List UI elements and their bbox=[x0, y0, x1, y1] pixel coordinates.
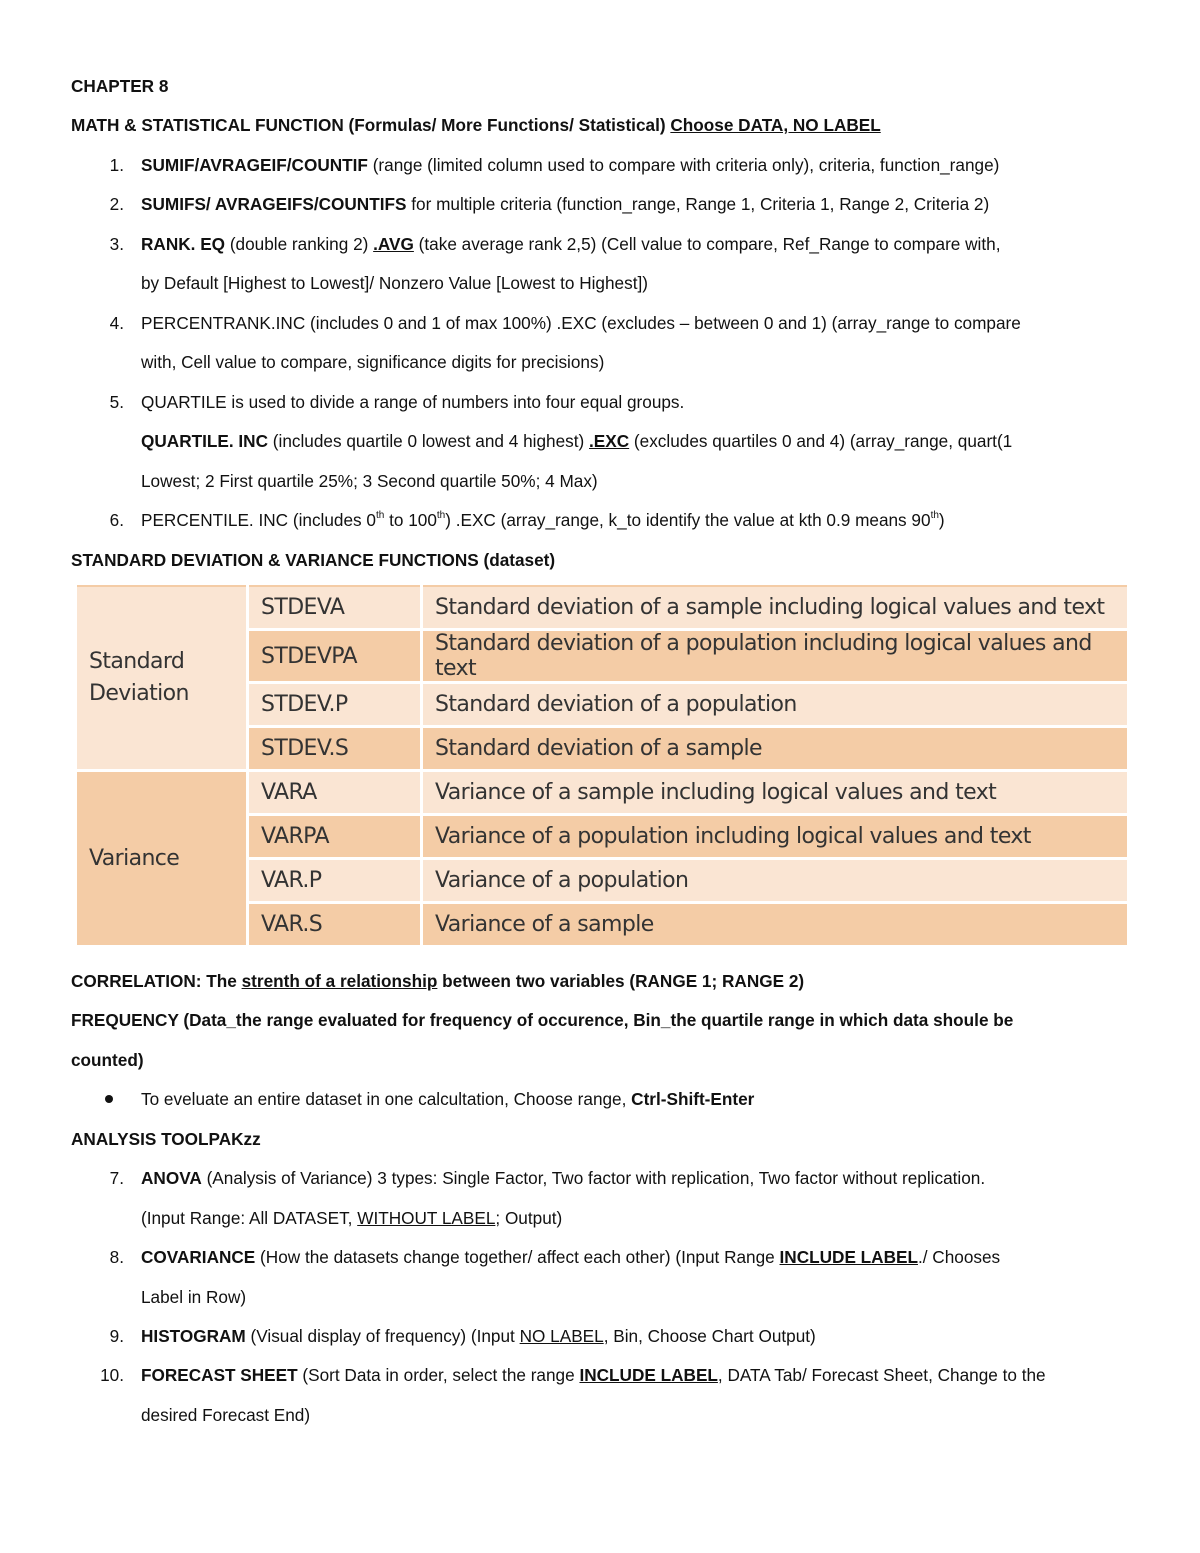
item-histogram: HISTOGRAM (Visual display of frequency) (Input NO LABEL, Bin, Choose Chart Output) bbox=[141, 1326, 816, 1346]
function-description: Standard deviation of a sample including logical values and text bbox=[422, 586, 1129, 630]
bullet-icon bbox=[105, 1095, 113, 1103]
frequency-line: FREQUENCY (Data_the range evaluated for frequency of occurence, Bin_the quartile range in which data shoule be bbox=[71, 1010, 1014, 1030]
correlation-line: CORRELATION: The strenth of a relationship between two variables (RANGE 1; RANGE 2) bbox=[71, 971, 805, 991]
item-number: 2. bbox=[109, 194, 124, 214]
group-label-variance: Variance bbox=[76, 771, 248, 947]
item-number: 4. bbox=[109, 313, 124, 333]
item-anova: ANOVA (Analysis of Variance) 3 types: Single Factor, Two factor with replication, Two factor without replication. bbox=[141, 1168, 986, 1188]
item-quartile-continued: Lowest; 2 First quartile 25%; 3 Second quartile 50%; 4 Max) bbox=[141, 471, 598, 491]
item-rank: RANK. EQ (double ranking 2) .AVG (take average rank 2,5) (Cell value to compare, Ref_Range to compare with, bbox=[141, 234, 1001, 254]
item-number: 5. bbox=[109, 392, 124, 412]
function-description: Variance of a population bbox=[422, 859, 1129, 903]
table-row bbox=[76, 771, 1129, 815]
item-covariance-continued: Label in Row) bbox=[141, 1287, 247, 1307]
function-name: STDEV.S bbox=[248, 727, 422, 771]
frequency-line-continued: counted) bbox=[71, 1050, 144, 1070]
item-rank-continued: by Default [Highest to Lowest]/ Nonzero Value [Lowest to Highest]) bbox=[141, 273, 648, 293]
function-name: VAR.S bbox=[248, 903, 422, 947]
item-number: 9. bbox=[109, 1326, 124, 1346]
function-description: Variance of a sample including logical values and text bbox=[422, 771, 1129, 815]
item-number: 8. bbox=[109, 1247, 124, 1267]
item-forecast-sheet: FORECAST SHEET (Sort Data in order, select the range INCLUDE LABEL, DATA Tab/ Forecast Sheet, Change to the bbox=[141, 1365, 1046, 1385]
bullet-item: To eveluate an entire dataset in one calcultation, Choose range, Ctrl-Shift-Enter bbox=[141, 1089, 755, 1109]
item-number: 6. bbox=[109, 510, 124, 530]
function-description: Standard deviation of a population including logical values and text bbox=[422, 630, 1129, 683]
item-sumif: SUMIF/AVRAGEIF/COUNTIF (range (limited column used to compare with criteria only), criteria, function_range) bbox=[141, 155, 1000, 175]
item-anova-continued: (Input Range: All DATASET, WITHOUT LABEL; Output) bbox=[141, 1208, 563, 1228]
function-name: STDEV.P bbox=[248, 683, 422, 727]
item-number: 7. bbox=[109, 1168, 124, 1188]
item-quartile: QUARTILE is used to divide a range of numbers into four equal groups. bbox=[141, 392, 685, 412]
item-forecast-sheet-continued: desired Forecast End) bbox=[141, 1405, 311, 1425]
function-description: Standard deviation of a sample bbox=[422, 727, 1129, 771]
chapter-title: CHAPTER 8 bbox=[71, 76, 169, 96]
function-name: VAR.P bbox=[248, 859, 422, 903]
math-heading: MATH & STATISTICAL FUNCTION (Formulas/ More Functions/ Statistical) Choose DATA, NO LABEL bbox=[71, 115, 881, 135]
item-percentrank: PERCENTRANK.INC (includes 0 and 1 of max 100%) .EXC (excludes – between 0 and 1) (array_range to compare bbox=[141, 313, 1021, 333]
item-covariance: COVARIANCE (How the datasets change together/ affect each other) (Input Range INCLUDE LABEL./ Chooses bbox=[141, 1247, 1001, 1267]
item-number: 10. bbox=[100, 1365, 124, 1385]
group-label-standard-deviation: Standard Deviation bbox=[76, 586, 248, 771]
function-description: Variance of a sample bbox=[422, 903, 1129, 947]
function-name: VARPA bbox=[248, 815, 422, 859]
sd-heading: STANDARD DEVIATION & VARIANCE FUNCTIONS (dataset) bbox=[71, 550, 556, 570]
function-name: VARA bbox=[248, 771, 422, 815]
item-number: 1. bbox=[109, 155, 124, 175]
item-sumifs: SUMIFS/ AVRAGEIFS/COUNTIFS for multiple criteria (function_range, Range 1, Criteria 1, Range 2, Criteria 2) bbox=[141, 194, 990, 214]
function-description: Standard deviation of a population bbox=[422, 683, 1129, 727]
functions-table bbox=[74, 585, 1130, 948]
item-quartile-inc: QUARTILE. INC (includes quartile 0 lowest and 4 highest) .EXC (excludes quartiles 0 and 4) (array_range, quart(1 bbox=[141, 431, 1013, 451]
item-percentile: PERCENTILE. INC (includes 0th to 100th) .EXC (array_range, k_to identify the value at kth 0.9 means 90th) bbox=[141, 510, 945, 530]
function-name: STDEVPA bbox=[248, 630, 422, 683]
function-name: STDEVA bbox=[248, 586, 422, 630]
table-row bbox=[76, 586, 1129, 630]
item-number: 3. bbox=[109, 234, 124, 254]
toolpak-heading: ANALYSIS TOOLPAKzz bbox=[71, 1129, 261, 1149]
function-description: Variance of a population including logical values and text bbox=[422, 815, 1129, 859]
item-percentrank-continued: with, Cell value to compare, significance digits for precisions) bbox=[141, 352, 605, 372]
